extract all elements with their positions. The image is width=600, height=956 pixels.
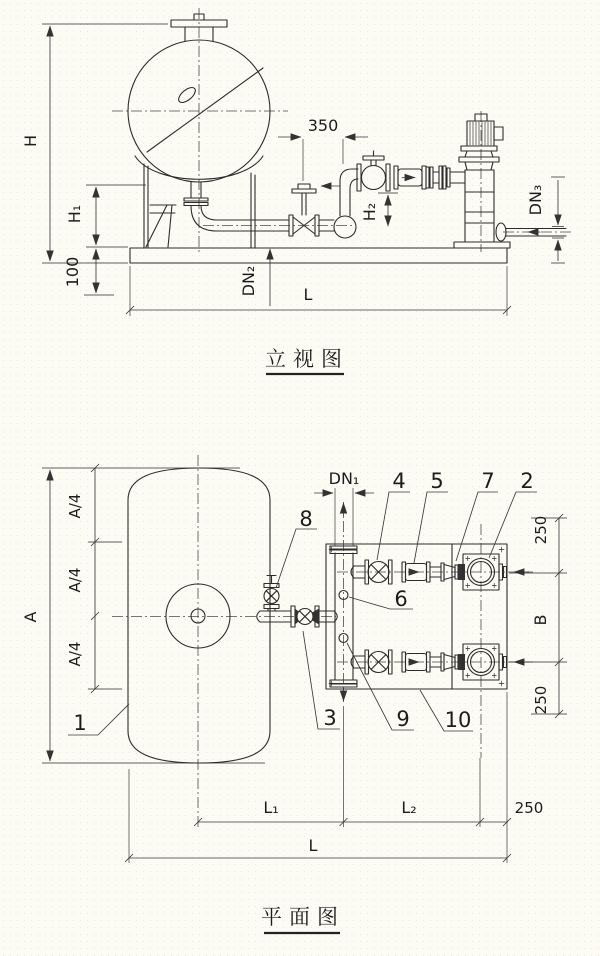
dim-label-A4-1: A/4 [66, 493, 84, 519]
pump-motor [467, 114, 503, 146]
part-label-9: 9 [396, 707, 410, 731]
part-label-8: 8 [299, 507, 313, 531]
dim-label-DN3: DN₃ [526, 184, 545, 216]
flexible-joint-elevation [394, 166, 465, 189]
part-label-2: 2 [520, 469, 534, 493]
dim-label-DN1: DN₁ [328, 469, 360, 488]
plan-caption: 平面图 [261, 905, 345, 929]
dim-label-L-elevation: L [303, 285, 313, 304]
tank-nameplate-mark [176, 85, 198, 106]
pump-pedestal [454, 242, 510, 248]
pump-suction-flange-upper [458, 564, 465, 580]
vertical-pump [459, 146, 499, 242]
pump-inlet-globe-valve [357, 151, 390, 191]
drain-valve [264, 576, 279, 612]
part-labels [68, 469, 537, 735]
dim-label-350: 350 [307, 116, 339, 135]
suction-gate-valve [289, 184, 319, 236]
tank-diagonal-mark [147, 68, 263, 152]
dim-label-L2: L₂ [401, 798, 417, 817]
dim-label-bottom250: 250 [532, 685, 550, 715]
part-label-7: 7 [481, 469, 495, 493]
part-label-3: 3 [323, 706, 337, 730]
dim-label-A4-2: A/4 [66, 567, 84, 593]
dim-label-H2: H₂ [360, 202, 379, 222]
plan-dimensions [21, 464, 567, 863]
dim-label-L-plan: L [308, 836, 318, 855]
riser-elbow [334, 169, 358, 238]
elevation-view [21, 8, 574, 374]
dim-label-top250: 250 [532, 515, 550, 545]
dim-label-L1: L₁ [263, 798, 279, 817]
base-frame-elevation [130, 248, 507, 263]
part-label-6: 6 [394, 587, 408, 611]
storage-tank-plan [128, 468, 270, 763]
dim-label-A4-3: A/4 [66, 641, 84, 667]
dim-label-right250: 250 [514, 799, 544, 817]
elevation-caption: 立视图 [265, 347, 349, 371]
plan-centerlines [112, 455, 533, 829]
dim-label-H: H [21, 134, 40, 148]
dim-label-H1: H₁ [65, 204, 84, 224]
part-label-10: 10 [444, 708, 472, 732]
pump-suction-flange-lower [458, 654, 465, 670]
dim-label-DN2: DN₂ [239, 265, 258, 297]
dim-label-B: B [531, 614, 550, 626]
part-label-5: 5 [430, 469, 444, 493]
plan-view [21, 455, 567, 933]
dim-label-A: A [21, 611, 40, 623]
outlet-valve-plan [291, 606, 319, 627]
part-label-4: 4 [392, 469, 406, 493]
part-label-1: 1 [73, 711, 87, 735]
motor-junction-box [494, 127, 503, 140]
dim-label-foundation: 100 [63, 256, 82, 288]
